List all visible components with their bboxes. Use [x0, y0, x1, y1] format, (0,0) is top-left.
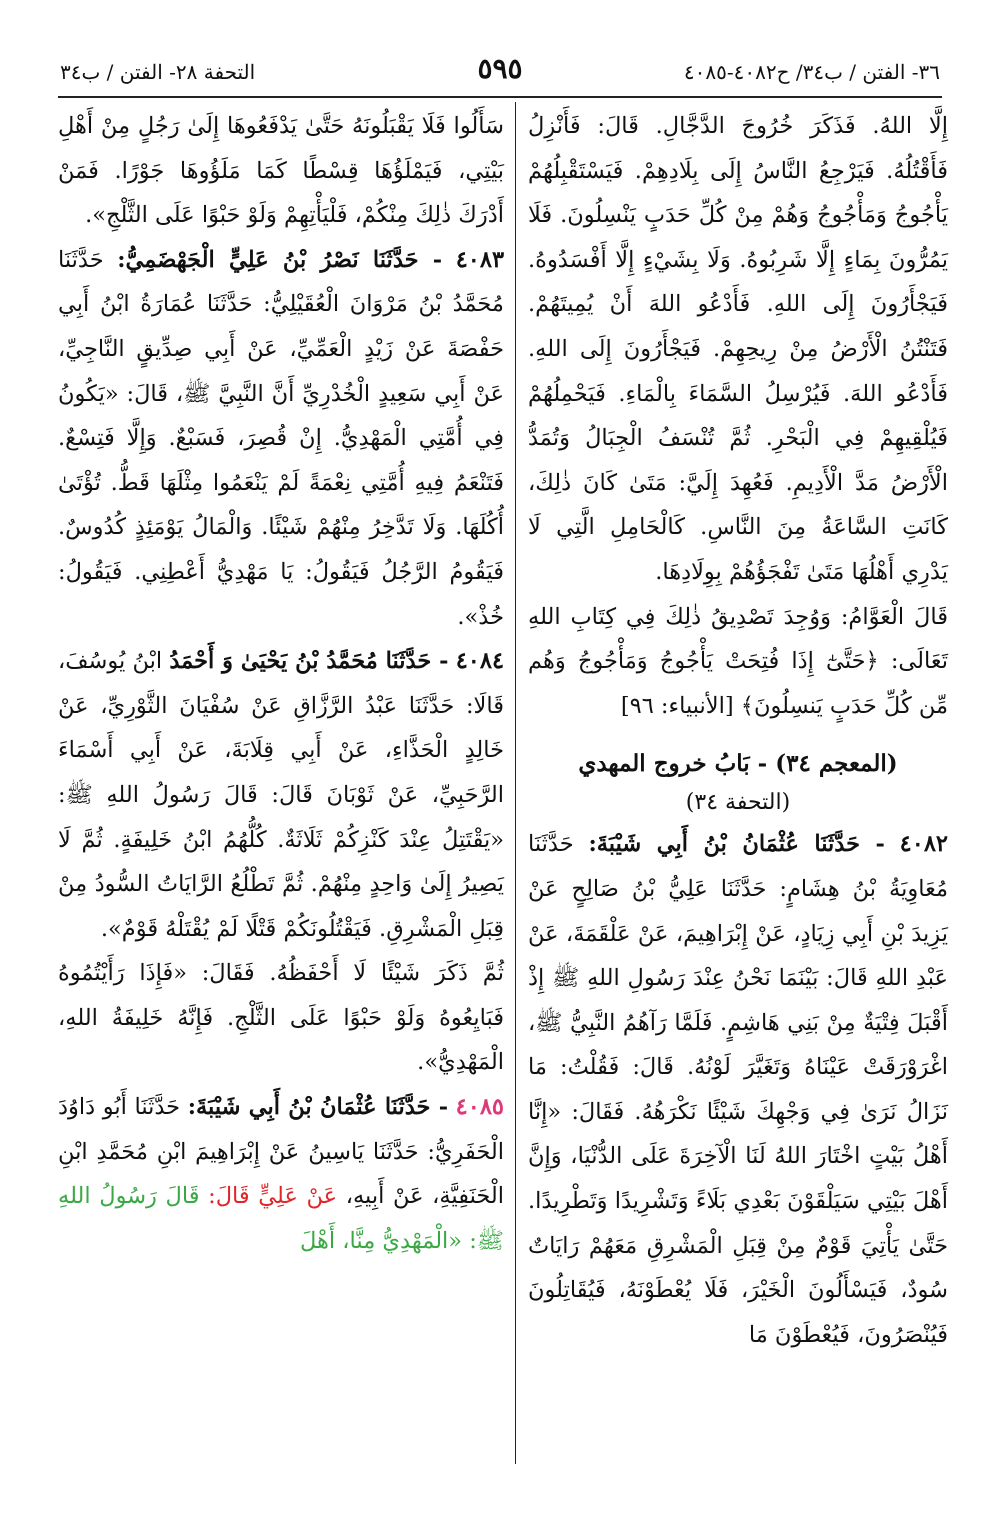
- page-number: ٥٩٥: [477, 52, 523, 85]
- right-column: [528, 104, 948, 1357]
- highlighted-narrator: عَنْ عَلِيٍّ قَالَ:: [208, 1183, 338, 1210]
- header-tuhfa-ref: التحفة ٢٨- الفتن / ب٣٤: [60, 60, 256, 84]
- header-divider: [58, 96, 942, 98]
- hadith-text: ابْنُ يُوسُفَ، قَالَا: حَدَّثَنَا عَبْدُ الرَّزَّاقِ عَنْ سُفْيَانَ الثَّوْرِيِّ، عَنْ خَالِدٍ الْحَذَّاءِ، عَنْ أَبِي قِلَابَةَ، عَنْ أَبِي أَسْمَاءَ الرَّحَبِيِّ، عَنْ ثَوْبَانَ قَالَ: قَالَ رَسُولُ اللهِ ﷺ: «يَقْتَتِلُ عِنْدَ كَنْزِكُمْ ثَلَاثَةٌ. كُلُّهُمُ ابْنُ خَلِيفَةٍ. ثُمَّ لَا يَصِيرُ إِلَىٰ وَاحِدٍ مِنْهُمْ. ثُمَّ تَطْلُعُ الرَّايَاتُ السُّودُ مِنْ قِبَلِ الْمَشْرِقِ. فَيَقْتُلُونَكُمْ قَتْلًا لَمْ يُقْتَلْهُ قَوْمٌ».: [58, 648, 504, 942]
- hadith-4083: ٤٠٨٣ - حَدَّثَنَا نَصْرُ بْنُ عَلِيٍّ الْجَهْضَمِيُّ: حَدَّثَنَا مُحَمَّدُ بْنُ مَرْوَانَ الْعُقَيْلِيُّ: حَدَّثَنَا عُمَارَةُ ابْنُ أَبِي حَفْصَةَ عَنْ زَيْدٍ الْعَمِّيِّ، عَنْ أَبِي صِدِّيقٍ النَّاجِيِّ، عَنْ أَبِي سَعِيدٍ الْخُدْرِيِّ أَنَّ النَّبِيَّ ﷺ، قَالَ: «يَكُونُ فِي أُمَّتِي الْمَهْدِيُّ. إِنْ قُصِرَ، فَسَبْعٌ. وَإِلَّا فَتِسْعٌ. فَتَنْعَمُ فِيهِ أُمَّتِي نِعْمَةً لَمْ يَنْعَمُوا مِثْلَهَا قَطُّ. تُؤْتَىٰ أُكُلَهَا. وَلَا تَدَّخِرُ مِنْهُمْ شَيْئًا. وَالْمَالُ يَوْمَئِذٍ كُدُوسٌ. فَيَقُومُ الرَّجُلُ فَيَقُولُ: يَا مَهْدِيُّ أَعْطِنِي. فَيَقُولُ: خُذْ».: [58, 246, 505, 630]
- hadith-text: حَدَّثَنَا مُعَاوِيَةُ بْنُ هِشَامٍ: حَدَّثَنَا عَلِيُّ بْنُ صَالِحٍ عَنْ يَزِيدَ بْنِ أَبِي زِيَادٍ، عَنْ إِبْرَاهِيمَ، عَنْ عَلْقَمَةَ، عَنْ عَبْدِ اللهِ قَالَ: بَيْنَمَا نَحْنُ عِنْدَ رَسُولِ اللهِ ﷺ إِذْ أَقْبَلَ فِتْيَةٌ مِنْ بَنِي هَاشِمٍ. فَلَمَّا رَآهُمُ النَّبِيُّ ﷺ، اغْرَوْرَقَتْ عَيْنَاهُ وَتَغَيَّرَ لَوْنُهُ. قَالَ: فَقُلْتُ: مَا نَزَالُ نَرَىٰ فِي وَجْهِكَ شَيْئًا نَكْرَهُهُ. فَقَالَ: «إِنَّا أَهْلُ بَيْتٍ اخْتَارَ اللهُ لَنَا الْآخِرَةَ عَلَى الدُّنْيَا، وَإِنَّ أَهْلَ بَيْتِي سَيَلْقَوْنَ بَعْدِي بَلَاءً وَتَشْرِيدًا وَتَطْرِيدًا. حَتَّىٰ يَأْتِيَ قَوْمٌ مِنْ قِبَلِ الْمَشْرِقِ مَعَهُمْ رَايَاتٌ سُودٌ، فَيَسْأَلُونَ الْخَيْرَ، فَلَا يُعْطَوْنَهُ، فَيُقَاتِلُونَ فَيُنْصَرُونَ، فَيُعْطَوْنَ مَا: [528, 831, 948, 1348]
- paragraph: قَالَ الْعَوَّامُ: وَوُجِدَ تَصْدِيقُ ذٰلِكَ فِي كِتَابِ اللهِ تَعَالَى: ﴿حَتَّىٰٓ إِذَا فُتِحَتْ يَأْجُوجُ وَمَأْجُوجُ وَهُم مِّن كُلِّ حَدَبٍ يَنسِلُونَ﴾ [الأنبياء: ٩٦]: [528, 603, 948, 719]
- highlighted-quote: قَالَ رَسُولُ اللهِ ﷺ: «الْمَهْدِيُّ مِنَّا، أَهْلَ: [58, 1183, 504, 1254]
- column-divider: [515, 102, 516, 1464]
- hadith-narrator: حَدَّثَنَا مُحَمَّدُ بْنُ يَحْيَىٰ وَ أَحْمَدُ: [169, 648, 432, 675]
- chapter-subtitle: (التحفة ٣٤): [685, 790, 791, 816]
- paragraph: إِلَّا اللهُ. فَذَكَرَ خُرُوجَ الدَّجَّالِ. قَالَ: فَأَنْزِلُ فَأَقْتُلُهُ. فَيَرْجِعُ النَّاسُ إِلَى بِلَادِهِمْ. فَيَسْتَقْبِلُهُمْ يَأْجُوجُ وَمَأْجُوجُ وَهُمْ مِنْ كُلِّ حَدَبٍ يَنْسِلُونَ. فَلَا يَمُرُّونَ بِمَاءٍ إِلَّا شَرِبُوهُ. وَلَا بِشَيْءٍ إِلَّا أَفْسَدُوهُ. فَيَجْأَرُونَ إِلَى اللهِ. فَأَدْعُو اللهَ أَنْ يُمِيتَهُمْ. فَتَنْتُنُ الْأَرْضُ مِنْ رِيحِهِمْ. فَيَجْأَرُونَ إِلَى اللهِ. فَأَدْعُو اللهَ. فَيُرْسِلُ السَّمَاءَ بِالْمَاءِ. فَيَحْمِلُهُمْ فَيُلْقِيهِمْ فِي الْبَحْرِ. ثُمَّ تُنْسَفُ الْجِبَالُ وَتُمَدُّ الْأَرْضُ مَدَّ الْأَدِيمِ. فَعُهِدَ إِلَيَّ: مَتَىٰ كَانَ ذٰلِكَ، كَانَتِ السَّاعَةُ مِنَ النَّاسِ. كَالْحَامِلِ الَّتِي لَا يَدْرِي أَهْلُهَا مَتَىٰ تَفْجَؤُهُمْ بِوِلَادِهَا.: [528, 113, 948, 585]
- hadith-number: ٤٠٨٥: [455, 1094, 504, 1121]
- left-column: [58, 104, 504, 1263]
- hadith-number: ٤٠٨٣: [455, 246, 505, 273]
- page-header: [60, 52, 940, 90]
- hadith-4082: ٤٠٨٢ - حَدَّثَنَا عُثْمَانُ بْنُ أَبِي شَيْبَةَ: حَدَّثَنَا مُعَاوِيَةُ بْنُ هِشَامٍ: حَدَّثَنَا عَلِيُّ بْنُ صَالِحٍ عَنْ يَزِيدَ بْنِ أَبِي زِيَادٍ، عَنْ إِبْرَاهِيمَ، عَنْ عَلْقَمَةَ، عَنْ عَبْدِ اللهِ قَالَ: بَيْنَمَا نَحْنُ عِنْدَ رَسُولِ اللهِ ﷺ إِذْ أَقْبَلَ فِتْيَةٌ مِنْ بَنِي هَاشِمٍ. فَلَمَّا رَآهُمُ النَّبِيُّ ﷺ، اغْرَوْرَقَتْ عَيْنَاهُ وَتَغَيَّرَ لَوْنُهُ. قَالَ: فَقُلْتُ: مَا نَزَالُ نَرَىٰ فِي وَجْهِكَ شَيْئًا نَكْرَهُهُ. فَقَالَ: «إِنَّا أَهْلُ بَيْتٍ اخْتَارَ اللهُ لَنَا الْآخِرَةَ عَلَى الدُّنْيَا، وَإِنَّ أَهْلَ بَيْتِي سَيَلْقَوْنَ بَعْدِي بَلَاءً وَتَشْرِيدًا وَتَطْرِيدًا. حَتَّىٰ يَأْتِيَ قَوْمٌ مِنْ قِبَلِ الْمَشْرِقِ مَعَهُمْ رَايَاتٌ سُودٌ، فَيَسْأَلُونَ الْخَيْرَ، فَلَا يُعْطَوْنَهُ، فَيُقَاتِلُونَ فَيُنْصَرُونَ، فَيُعْطَوْنَ مَا: [528, 831, 948, 1348]
- hadith-narrator: حَدَّثَنَا عُثْمَانُ بْنُ أَبِي شَيْبَةَ:: [588, 831, 861, 858]
- hadith-4085: ٤٠٨٥ - حَدَّثَنَا عُثْمَانُ بْنُ أَبِي شَيْبَةَ: حَدَّثَنَا أَبُو دَاوُدَ الْحَفَرِيُّ: حَدَّثَنَا يَاسِينُ عَنْ إِبْرَاهِيمَ ابْنِ مُحَمَّدِ ابْنِ الْحَنَفِيَّةِ، عَنْ أَبِيهِ، عَنْ عَلِيٍّ قَالَ: قَالَ رَسُولُ اللهِ ﷺ: «الْمَهْدِيُّ مِنَّا، أَهْلَ: [58, 1094, 505, 1254]
- hadith-narrator: حَدَّثَنَا نَصْرُ بْنُ عَلِيٍّ الْجَهْضَمِيُّ:: [117, 246, 419, 273]
- hadith-narrator: حَدَّثَنَا عُثْمَانُ بْنُ أَبِي شَيْبَةَ:: [187, 1094, 431, 1121]
- paragraph: سَأَلُوا فَلَا يَقْبَلُونَهُ حَتَّىٰ يَدْفَعُوهَا إِلَىٰ رَجُلٍ مِنْ أَهْلِ بَيْتِي، فَيَمْلَؤُهَا قِسْطًا كَمَا مَلَؤُوهَا جَوْرًا. فَمَنْ أَدْرَكَ ذٰلِكَ مِنْكُمْ، فَلْيَأْتِهِمْ وَلَوْ حَبْوًا عَلَى الثَّلْجِ».: [58, 113, 504, 229]
- chapter-title: (المعجم ٣٤) - بَابُ خروج المهدي: [578, 750, 898, 778]
- paragraph: ثُمَّ ذَكَرَ شَيْئًا لَا أَحْفَظُهُ. فَقَالَ: «فَإِذَا رَأَيْتُمُوهُ فَبَايِعُوهُ وَلَوْ حَبْوًا عَلَى الثَّلْجِ. فَإِنَّهُ خَلِيفَةُ اللهِ، الْمَهْدِيُّ».: [58, 960, 504, 1076]
- hadith-text: حَدَّثَنَا مُحَمَّدُ بْنُ مَرْوَانَ الْعُقَيْلِيُّ: حَدَّثَنَا عُمَارَةُ ابْنُ أَبِي حَفْصَةَ عَنْ زَيْدٍ الْعَمِّيِّ، عَنْ أَبِي صِدِّيقٍ النَّاجِيِّ، عَنْ أَبِي سَعِيدٍ الْخُدْرِيِّ أَنَّ النَّبِيَّ ﷺ، قَالَ: «يَكُونُ فِي أُمَّتِي الْمَهْدِيُّ. إِنْ قُصِرَ، فَسَبْعٌ. وَإِلَّا فَتِسْعٌ. فَتَنْعَمُ فِيهِ أُمَّتِي نِعْمَةً لَمْ يَنْعَمُوا مِثْلَهَا قَطُّ. تُؤْتَىٰ أُكُلَهَا. وَلَا تَدَّخِرُ مِنْهُمْ شَيْئًا. وَالْمَالُ يَوْمَئِذٍ كُدُوسٌ. فَيَقُومُ الرَّجُلُ فَيَقُولُ: يَا مَهْدِيُّ أَعْطِنِي. فَيَقُولُ: خُذْ».: [58, 246, 504, 630]
- hadith-number: ٤٠٨٢: [899, 831, 948, 858]
- hadith-text: حَدَّثَنَا أَبُو دَاوُدَ الْحَفَرِيُّ: حَدَّثَنَا يَاسِينُ عَنْ إِبْرَاهِيمَ ابْنِ مُحَمَّدِ ابْنِ الْحَنَفِيَّةِ، عَنْ أَبِيهِ،: [58, 1094, 505, 1210]
- hadith-number: ٤٠٨٤: [455, 648, 505, 675]
- header-chapter-ref: ٣٦- الفتن / ب٣٤/ ح٤٠٨٢-٤٠٨٥: [683, 60, 940, 84]
- hadith-4084: ٤٠٨٤ - حَدَّثَنَا مُحَمَّدُ بْنُ يَحْيَىٰ وَ أَحْمَدُ ابْنُ يُوسُفَ، قَالَا: حَدَّثَنَا عَبْدُ الرَّزَّاقِ عَنْ سُفْيَانَ الثَّوْرِيِّ، عَنْ خَالِدٍ الْحَذَّاءِ، عَنْ أَبِي قِلَابَةَ، عَنْ أَبِي أَسْمَاءَ الرَّحَبِيِّ، عَنْ ثَوْبَانَ قَالَ: قَالَ رَسُولُ اللهِ ﷺ: «يَقْتَتِلُ عِنْدَ كَنْزِكُمْ ثَلَاثَةٌ. كُلُّهُمُ ابْنُ خَلِيفَةٍ. ثُمَّ لَا يَصِيرُ إِلَىٰ وَاحِدٍ مِنْهُمْ. ثُمَّ تَطْلُعُ الرَّايَاتُ السُّودُ مِنْ قِبَلِ الْمَشْرِقِ. فَيَقْتُلُونَكُمْ قَتْلًا لَمْ يُقْتَلْهُ قَوْمٌ».: [58, 648, 505, 942]
